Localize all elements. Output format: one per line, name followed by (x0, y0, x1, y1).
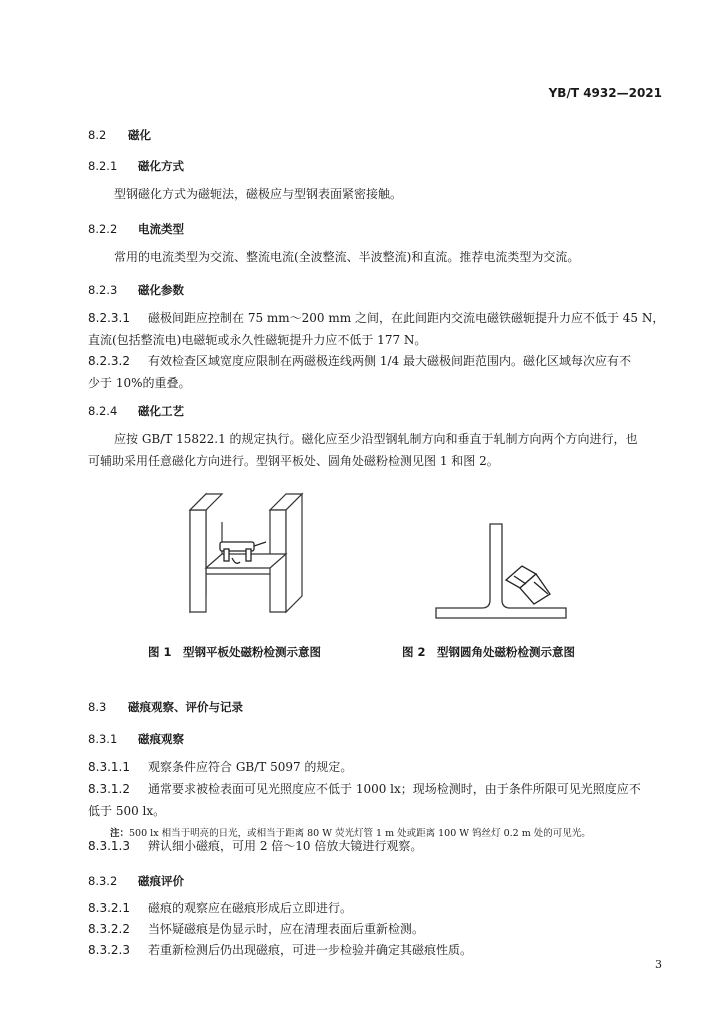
clause-number: 8.3.1.2 (88, 782, 130, 796)
heading-8-2-2 (88, 221, 184, 237)
clause-text: 辨认细小磁痕，可用 2 倍～10 倍放大镜进行观察。 (148, 839, 423, 853)
section-number: 8.2.4 (88, 404, 118, 418)
clause-number: 8.3.1.3 (88, 839, 130, 853)
clause-number: 8.3.2.2 (88, 922, 130, 936)
heading-8-2-4 (88, 403, 184, 419)
figure-2-fillet-illustration (430, 522, 570, 622)
figure-2-caption: 图 2 型钢圆角处磁粉检测示意图 (402, 645, 576, 659)
section-title: 磁化工艺 (138, 404, 184, 418)
heading-8-2-1 (88, 158, 184, 174)
paragraph-8-2-4 (88, 428, 668, 472)
section-number: 8.2.2 (88, 222, 118, 236)
clause-text: 若重新检测后仍出现磁痕，可进一步检验并确定其磁痕性质。 (148, 943, 473, 957)
clause-text: 观察条件应符合 GB/T 5097 的规定。 (148, 760, 353, 774)
paragraph-8-3-1-1 (88, 756, 352, 778)
figure-1-flat-plate-illustration (180, 492, 316, 626)
section-title: 磁痕观察、评价与记录 (128, 700, 243, 714)
clause-number: 8.2.3.1 (88, 311, 130, 325)
note-text: 500 lx 相当于明亮的日光，或相当于距离 80 W 荧光灯管 1 m 处或距离 100 W 钨丝灯 0.2 m 处的可见光。 (129, 828, 591, 839)
figure-1-caption: 图 1 型钢平板处磁粉检测示意图 (148, 645, 322, 659)
page-number: 3 (655, 958, 662, 971)
heading-8-3-2 (88, 873, 184, 889)
clause-number: 8.3.2.1 (88, 901, 130, 915)
heading-8-3 (88, 699, 243, 715)
section-number: 8.2.3 (88, 283, 118, 297)
clause-text-line1: 磁极间距应控制在 75 mm～200 mm 之间，在此间距内交流电磁铁磁轭提升力应不低于 45 N， (148, 311, 665, 325)
clause-number: 8.3.2.3 (88, 943, 130, 957)
section-title: 磁痕观察 (138, 732, 184, 746)
clause-text-line1: 应按 GB/T 15822.1 的规定执行。磁化应至少沿型钢轧制方向和垂直于轧制方向两个方向进行，也 (114, 432, 638, 446)
section-title: 电流类型 (138, 222, 184, 236)
clause-text: 当怀疑磁痕是伪显示时，应在清理表面后重新检测。 (148, 922, 425, 936)
standard-number: YB/T 4932—2021 (548, 86, 662, 100)
clause-text: 磁痕的观察应在磁痕形成后立即进行。 (148, 901, 353, 915)
paragraph-8-2-1: 型钢磁化方式为磁轭法，磁极应与型钢表面紧密接触。 (114, 187, 403, 201)
section-title: 磁痕评价 (138, 874, 184, 888)
paragraph-8-2-2: 常用的电流类型为交流、整流电流(全波整流、半波整流)和直流。推荐电流类型为交流。 (114, 250, 580, 264)
paragraph-8-2-3-2 (88, 350, 668, 394)
clause-text-line2: 可辅助采用任意磁化方向进行。型钢平板处、圆角处磁粉检测见图 1 和图 2。 (88, 454, 499, 468)
section-number: 8.3.1 (88, 732, 118, 746)
section-title: 磁化参数 (138, 283, 184, 297)
clause-text-line2: 少于 10%的重叠。 (88, 376, 191, 390)
clause-number: 8.2.3.2 (88, 354, 130, 368)
note-label: 注： (110, 828, 130, 839)
section-title: 磁化 (128, 128, 151, 142)
clause-text-line2: 低于 500 lx。 (88, 804, 166, 818)
clause-number: 8.3.1.1 (88, 760, 130, 774)
section-number: 8.2.1 (88, 159, 118, 173)
section-title: 磁化方式 (138, 159, 184, 173)
section-number: 8.3.2 (88, 874, 118, 888)
clause-text-line1: 通常要求被检表面可见光照度应不低于 1000 lx；现场检测时，由于条件所限可见光照度应不 (148, 782, 641, 796)
section-number: 8.2 (88, 128, 107, 142)
paragraph-8-3-1-2 (88, 778, 668, 822)
heading-8-2-3 (88, 282, 184, 298)
clause-text-line1: 有效检查区域宽度应限制在两磁极连线两侧 1/4 最大磁极间距范围内。磁化区域每次应有不 (148, 354, 631, 368)
paragraph-8-3-1-3 (88, 835, 422, 857)
paragraph-8-2-3-1 (88, 307, 668, 351)
section-number: 8.3 (88, 700, 107, 714)
paragraph-8-3-2-3 (88, 939, 472, 961)
heading-8-3-1 (88, 731, 184, 747)
clause-text-line2: 直流(包括整流电)电磁轭或永久性磁轭提升力应不低于 177 N。 (88, 333, 427, 347)
paragraph-8-3-2-2 (88, 918, 424, 940)
heading-8-2 (88, 127, 151, 143)
paragraph-8-3-2-1 (88, 897, 352, 919)
